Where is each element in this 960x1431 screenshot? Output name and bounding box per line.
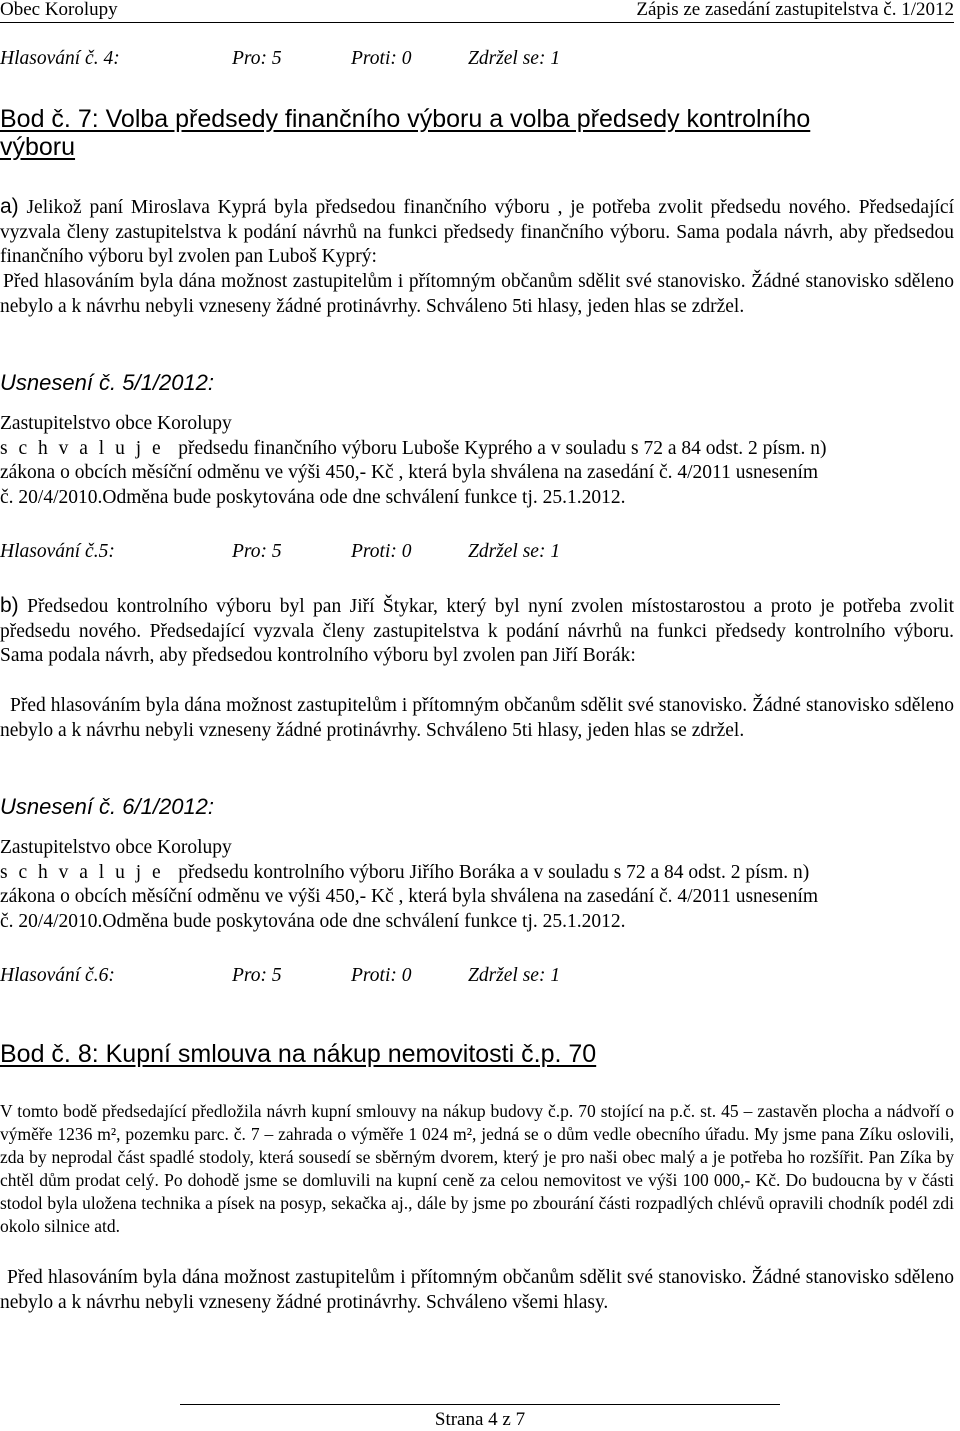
header-municipality: Obec Korolupy [0,0,118,20]
vote-zdrzel: Zdržel se: 1 [468,541,561,562]
vote-pro: Pro: 5 [232,965,282,986]
section-heading-bod-7 [0,105,954,161]
paragraph-part-b [0,594,954,669]
paragraph-part-a-discussion: Před hlasováním byla dána možnost zastupitelům i přítomným občanům sdělit své stanovisko. Žádné stanovisko sděleno nebylo a k návrhu nebyli vzneseny žádné protinávrhy. Schváleno 5ti hlasy, jeden hlas se zdržel. [0,271,954,317]
resolution-line-2: zákona o obcích měsíční odměnu ve výši 450,- Kč , která byla shválena na zasedání č. 4/2011 usnesením [0,462,819,483]
resolution-line-3: č. 20/4/2010.Odměna bude poskytována ode dne schválení funkce tj. 25.1.2012. [0,486,626,508]
vote-proti: Proti: 0 [351,541,412,562]
part-b-text: Předsedou kontrolního výboru byl pan Jiří Štykar, který byl nyní zvolen místostarostou a proto je potřeba zvolit předsedu nového. Předsedající vyzvala členy zastupitelstva k podání návrhů na funkci předsedy kontrolního výboru. Sama podala návrh, aby předsedou kontrolního výboru byl zvolen pan Jiří Borák: [0,596,954,666]
heading-line-1: Bod č. 7: Volba předsedy finančního výboru a volba předsedy kontrolního [0,105,811,133]
vote-pro: Pro: 5 [232,48,282,69]
resolution-5-title: Usnesení č. 5/1/2012: [0,370,215,395]
part-a-text: Jelikož paní Miroslava Kyprá byla předsedou finančního výboru , je potřeba zvolit předsedu nového. Předsedající vyzvala členy zastupitelstva k podání návrhů na funkci předsedy finančního výboru. Sama podala návrh, aby předsedou finančního výboru byl zvolen pan Luboš Kyprý: [0,197,954,267]
resolution-subject: Zastupitelstvo obce Korolupy [0,837,232,858]
paragraph-bod-8-discussion: Před hlasováním byla dána možnost zastupitelům i přítomným občanům sdělit své stanovisko. Žádné stanovisko sděleno nebylo a k návrhu nebyli vzneseny žádné protinávrhy. Schváleno všemi hlasy. [0,1267,954,1313]
subsection-letter-b: b) [0,594,19,617]
vote-pro: Pro: 5 [232,541,282,562]
paragraph-part-b-discussion: Před hlasováním byla dána možnost zastupitelům i přítomným občanům sdělit své stanovisko. Žádné stanovisko sděleno nebylo a k návrhu nebyli vzneseny žádné protinávrhy. Schváleno 5ti hlasy, jeden hlas se zdržel. [0,695,954,741]
resolution-line-1-text: předsedu finančního výboru Luboše Kyprého a v souladu s 72 a 84 odst. 2 písm. n) [178,437,827,459]
header-document-title: Zápis ze zasedání zastupitelstva č. 1/2012 [636,0,954,20]
resolution-subject: Zastupitelstvo obce Korolupy [0,413,232,434]
paragraph-bod-8: V tomto bodě předsedající předložila návrh kupní smlouvy na nákup budovy č.p. 70 stojící na p.č. st. 45 – zastavěn plocha a nádvoří o výměře 1236 m², pozemku parc. č. 7 – zahrada o výměře 1 024 m², jedná se o dům vedle obecního úřadu. My jsme pana Zíku oslovili, zda by neprodal část spadlé stodoly, která sousedí se sběrným dvorem, který je pro naši obec malý a je potřeba ho rozšířit. Pan Zíka by chtěl dům prodat celý. Po dohodě jsme se domluvili na kupní ceně za celou nemovitost ve výši 100 000,- Kč. Do budoucna by v části stodol byla uložena technika a písek na posyp, sekačka aj., dále by jsme po zbourání části rozpadlých chlévů opravili chodník podél zdi okolo silnice atd. [0,1101,954,1236]
section-heading-bod-8: Bod č. 8: Kupní smlouva na nákup nemovitosti č.p. 70 [0,1040,597,1068]
resolution-verb: s c h v a l u j e [0,437,164,459]
resolution-line-2: zákona o obcích měsíční odměnu ve výši 450,- Kč , která byla shválena na zasedání č. 4/2011 usnesením [0,886,819,907]
page-header [0,0,954,23]
resolution-5-body [0,412,954,510]
resolution-6-body [0,836,954,934]
vote-label: Hlasování č.6: [0,965,115,986]
heading-line-2: výboru [0,133,76,161]
vote-label: Hlasování č.5: [0,541,115,562]
vote-6-row [0,965,954,989]
resolution-line-1 [0,861,954,886]
vote-zdrzel: Zdržel se: 1 [468,48,561,69]
paragraph-part-a [0,195,954,270]
vote-4-row [0,48,954,72]
footer-divider [180,1404,780,1405]
vote-5-row [0,541,954,565]
vote-proti: Proti: 0 [351,48,412,69]
resolution-line-1-text: předsedu kontrolního výboru Jiřího Boráka a v souladu s 72 a 84 odst. 2 písm. n) [178,861,810,883]
subsection-letter-a: a) [0,195,19,218]
resolution-line-3: č. 20/4/2010.Odměna bude poskytována ode dne schválení funkce tj. 25.1.2012. [0,910,626,932]
resolution-6-title: Usnesení č. 6/1/2012: [0,794,215,819]
vote-proti: Proti: 0 [351,965,412,986]
vote-zdrzel: Zdržel se: 1 [468,965,561,986]
resolution-line-1 [0,437,954,462]
page-number: Strana 4 z 7 [434,1409,526,1430]
resolution-verb: s c h v a l u j e [0,861,164,883]
vote-label: Hlasování č. 4: [0,48,120,69]
